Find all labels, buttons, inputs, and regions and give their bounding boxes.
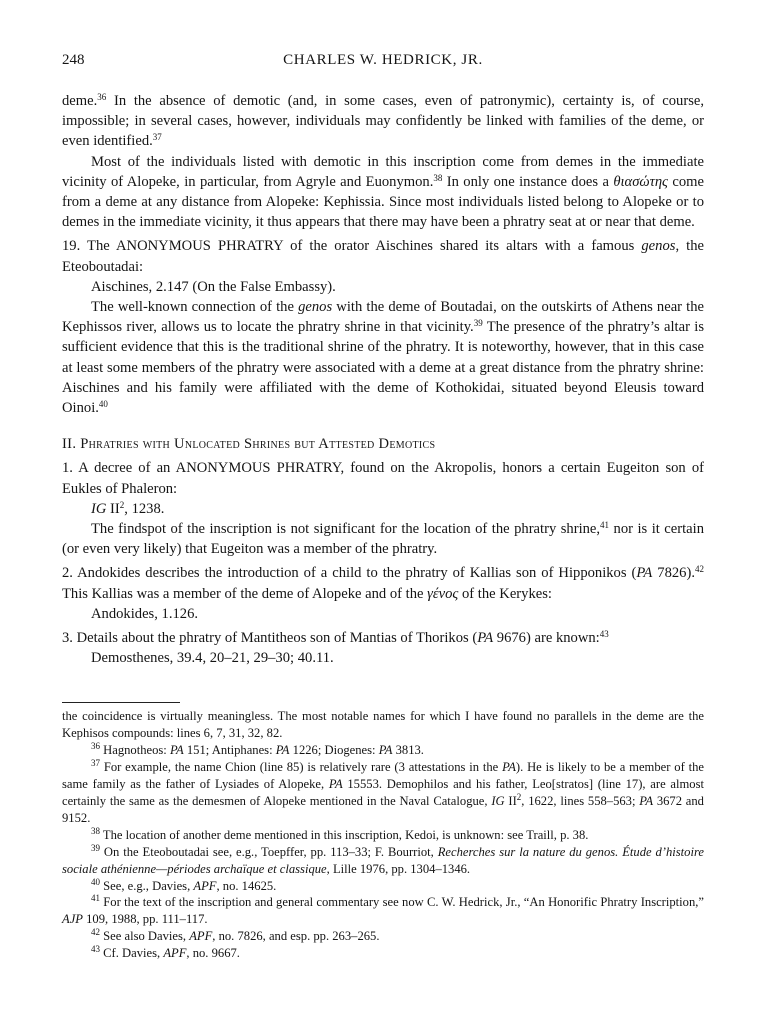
footnote-number: 37 [91,758,100,769]
main-text [62,91,704,668]
text-span: 7826). [652,565,695,582]
paragraph [62,91,704,152]
greek-term: γένος [427,585,459,602]
page-number: 248 [62,52,85,68]
text-span: deme. [62,93,98,109]
footnote-number: 41 [91,893,100,904]
entry-2 [62,563,704,603]
footnote-ref: 39 [473,318,483,329]
footnote-36 [62,742,704,759]
footnote-41 [62,894,704,928]
footnote-continuation: the coincidence is virtually meaningless. The most notable names for which I have found no parallels in the deme are the Kephisos compounds: lines 6, 7, 31, 32, 82. [62,709,704,741]
text-span: 3813. [392,743,424,758]
italic-term: PA [378,743,393,758]
running-head: CHARLES W. HEDRICK, JR. [283,52,483,68]
footnote-37 [62,759,704,827]
text-span: with the deme of Boutadai, on the outskirts of Athens near the Kephissos river, allows us to locate the phratry shrine in that vicinity. [62,299,705,336]
text-span: In only one instance does a [442,173,614,190]
page [62,52,704,962]
footnote-39 [62,844,704,878]
text-span: , the Eteoboutadai: [62,238,704,275]
text-span: 9676) are known: [493,630,600,647]
footnote-43 [62,945,704,962]
text-span: 15553. Demophilos and his father, Leo[stratos] (line 17), are almost certainly the same as the demesmen of Alopeke mentioned in the Naval Catalogue, [62,777,704,809]
text-span: 19. The ANONYMOUS PHRATRY of the orator Aischines shared its altars with a famous [62,238,642,255]
text-span: This Kallias was a member of the deme of Alopeke and of the [62,585,428,602]
footnote-ref: 43 [599,629,609,640]
paragraph [62,297,704,418]
footnote-ref: 40 [98,399,108,410]
text-span: II [106,500,120,517]
footnote-number: 36 [91,741,100,752]
text-span: See also Davies, [100,929,190,944]
italic-term: APF [163,946,187,961]
footnote-divider [62,702,180,703]
text-span: , no. 9667. [186,946,240,961]
footnote-40 [62,878,704,895]
text-span: The presence of the phratry’s altar is sufficient evidence that this is the traditional shrine of the phratry. It is noteworthy, however, that in this case at least some members of the phratry were associated with a deme at a great distance from the phratry shrine: Aischines and his family were affiliated with the deme of Kothokidai, situated beyond Eleusis toward Oinoi. [62,319,704,417]
italic-term: genos [298,299,333,316]
text-span: On the Eteoboutadai see, e.g., Toepffer, pp. 113–33; F. Bourriot, [100,844,438,859]
text-span: The location of another deme mentioned in this inscription, Kedoi, is unknown: see Traill, p. 38. [100,827,589,842]
paragraph [62,519,704,559]
text-span: 2. Andokides describes the introduction of a child to the phratry of Kallias son of Hipponikos ( [62,565,637,582]
text-span: 151; Antiphanes: [183,743,276,758]
text-span: , no. 7826, and esp. pp. 263–265. [212,929,380,944]
text-span: of the Kerykes: [458,585,552,602]
italic-term: PA [275,743,290,758]
italic-term: PA [639,794,654,809]
italic-term: PA [169,743,184,758]
italic-term: PA [328,777,343,792]
italic-term: APF [193,878,217,893]
book-title: Recherches sur la nature du genos. Étude d’histoire sociale athénienne—périodes archaïque et classique [62,844,704,876]
italic-term: PA [477,630,494,647]
text-span: Most of the individuals listed with demotic in this inscription come from demes in the immediate vicinity of Alopeke, in particular, from Agryle and Euonymon. [62,153,704,190]
footnote-number: 38 [91,825,100,836]
footnote-38 [62,827,704,844]
citation: Andokides, 1.126. [91,605,199,622]
text-span: , 1622, lines 558–563; [521,794,640,809]
footnote-ref: 37 [152,132,162,143]
text-span: Hagnotheos: [100,743,170,758]
italic-term: PA [502,760,516,775]
footnote-ref: 36 [97,92,107,102]
italic-term: AJP [62,912,83,927]
text-span: ). He is likely to be a member of the same family as the father of Lysiades of Alopeke, [62,760,704,792]
footnote-number: 43 [91,944,100,955]
entry-1: 1. A decree of an ANONYMOUS PHRATRY, found on the Akropolis, honors a certain Eugeiton son of Eukles of Phaleron: [62,460,704,497]
footnotes [62,708,704,962]
text-span: See, e.g., Davies, [100,878,194,893]
text-span: The findspot of the inscription is not significant for the location of the phratry shrine, [91,521,601,538]
footnote-ref: 41 [600,520,610,531]
footnote-ref: 38 [433,172,443,183]
italic-term: PA [636,565,653,582]
italic-term: IG [491,794,505,809]
italic-term: IG [91,500,107,517]
text-span: In the absence of demotic (and, in some cases, even of patronymic), certainty is, of course, impossible; in several cases, however, individuals may confidently be linked with families of the deme, or even identified. [62,93,704,150]
citation: Aischines, 2.147 (On the False Embassy). [91,278,336,295]
text-span: , no. 14625. [216,878,277,893]
entry-19 [62,236,704,276]
text-span: , 1238. [124,500,165,517]
text-span: 1226; Diogenes: [289,743,379,758]
text-span: nor is it certain (or even very likely) that Eugeiton was a member of the phratry. [62,521,704,558]
text-span: Cf. Davies, [100,946,164,961]
footnote-number: 42 [91,927,100,938]
text-span: II [504,794,517,809]
italic-term: APF [189,929,213,944]
footnote-number: 40 [91,876,100,887]
text-span: 109, 1988, pp. 111–117. [82,912,208,927]
text-span: For example, the name Chion (line 85) is relatively rare (3 attestations in the [100,760,503,775]
entry-3 [62,628,704,648]
footnote-ref: 42 [695,564,704,575]
text-span: come from a deme at any distance from Alopeke: Kephissia. Since most individuals listed belong to Alopeke or to demes in the immediate vicinity, it thus appears that there may have been a phratry seat at or near that deme. [62,173,704,231]
section-heading: II. Phratries with Unlocated Shrines but Attested Demotics [62,436,436,453]
paragraph [62,152,704,233]
italic-term: genos [641,238,676,255]
footnote-42 [62,928,704,945]
greek-term: θιασώτης [613,173,668,190]
text-span: The well-known connection of the [91,299,299,316]
footnote-number: 39 [91,842,100,853]
text-span: , Lille 1976, pp. 1304–1346. [326,861,471,876]
superscript: 2 [516,792,522,803]
text-span: 3672 and 9152. [62,794,704,825]
text-span: For the text of the inscription and general commentary see now C. W. Hedrick, Jr., “An Honorific Phratry Inscription,” [100,895,704,910]
citation: Demosthenes, 39.4, 20–21, 29–30; 40.11. [91,650,334,667]
citation [62,499,704,519]
page-header [62,52,704,76]
superscript: 2 [119,499,125,510]
text-span: 3. Details about the phratry of Mantitheos son of Mantias of Thorikos ( [62,630,478,647]
